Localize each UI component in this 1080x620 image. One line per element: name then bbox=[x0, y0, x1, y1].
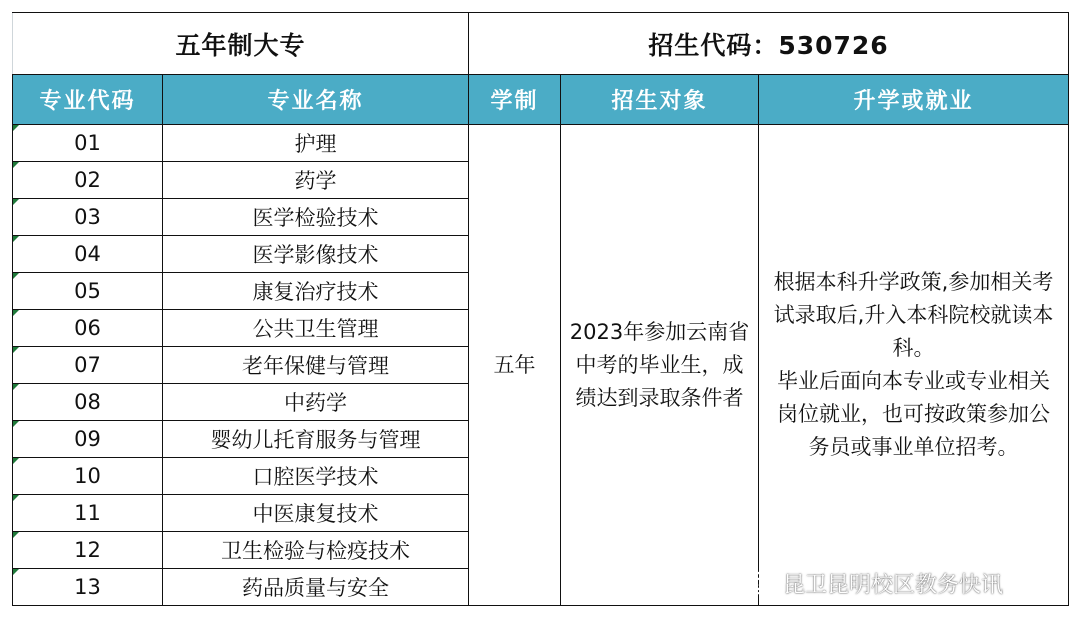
cell-comment-flag bbox=[13, 162, 19, 168]
outlook-paragraph: 毕业后面向本专业或专业相关岗位就业，也可按政策参加公务员或事业单位招考。 bbox=[777, 369, 1051, 459]
program-type-title: 五年制大专 bbox=[13, 13, 469, 75]
major-code-cell bbox=[13, 125, 163, 162]
cell-comment-flag bbox=[13, 347, 19, 353]
major-code: 10 bbox=[74, 464, 101, 488]
major-code-cell bbox=[13, 162, 163, 199]
major-code: 12 bbox=[74, 538, 101, 562]
cell-comment-flag bbox=[13, 310, 19, 316]
major-code-cell bbox=[13, 199, 163, 236]
cell-comment-flag bbox=[13, 421, 19, 427]
title-row bbox=[13, 13, 1069, 75]
cell-comment-flag bbox=[13, 236, 19, 242]
major-name: 中医康复技术 bbox=[163, 495, 469, 532]
major-name: 康复治疗技术 bbox=[163, 273, 469, 310]
enrollment-code-title: 招生代码：530726 bbox=[469, 13, 1069, 75]
major-code: 06 bbox=[74, 316, 101, 340]
cell-comment-flag bbox=[13, 273, 19, 279]
major-name: 公共卫生管理 bbox=[163, 310, 469, 347]
major-code: 11 bbox=[74, 501, 101, 525]
cell-comment-flag bbox=[13, 458, 19, 464]
header-target: 招生对象 bbox=[561, 75, 759, 125]
table-row bbox=[13, 125, 1069, 162]
major-code: 02 bbox=[74, 168, 101, 192]
target-cell bbox=[561, 125, 759, 606]
major-name: 医学影像技术 bbox=[163, 236, 469, 273]
header-outlook: 升学或就业 bbox=[759, 75, 1069, 125]
wechat-icon bbox=[737, 569, 777, 597]
major-name: 药学 bbox=[163, 162, 469, 199]
major-code-cell bbox=[13, 421, 163, 458]
major-name: 口腔医学技术 bbox=[163, 458, 469, 495]
major-code: 07 bbox=[74, 353, 101, 377]
cell-comment-flag bbox=[13, 384, 19, 390]
major-name: 药品质量与安全 bbox=[163, 569, 469, 606]
outlook-paragraph: 根据本科升学政策,参加相关考试录取后,升入本科院校就读本科。 bbox=[773, 270, 1054, 360]
enrollment-table bbox=[12, 12, 1069, 606]
watermark bbox=[737, 565, 1003, 601]
major-code: 09 bbox=[74, 427, 101, 451]
major-name: 老年保健与管理 bbox=[163, 347, 469, 384]
major-code: 08 bbox=[74, 390, 101, 414]
major-code-cell bbox=[13, 347, 163, 384]
major-code-cell bbox=[13, 310, 163, 347]
major-name: 婴幼儿托育服务与管理 bbox=[163, 421, 469, 458]
cell-comment-flag bbox=[13, 199, 19, 205]
header-name: 专业名称 bbox=[163, 75, 469, 125]
major-name: 医学检验技术 bbox=[163, 199, 469, 236]
header-row bbox=[13, 75, 1069, 125]
cell-comment-flag bbox=[13, 495, 19, 501]
header-duration: 学制 bbox=[469, 75, 561, 125]
major-name: 中药学 bbox=[163, 384, 469, 421]
target-text: 2023年参加云南省中考的毕业生，成绩达到录取条件者 bbox=[569, 319, 750, 410]
major-code-cell bbox=[13, 384, 163, 421]
major-code: 13 bbox=[74, 575, 101, 599]
cell-comment-flag bbox=[13, 569, 19, 575]
major-code-cell bbox=[13, 273, 163, 310]
watermark-text: 昆卫昆明校区教务快讯 bbox=[783, 572, 1004, 598]
major-code: 01 bbox=[74, 131, 101, 155]
duration-value: 五年 bbox=[469, 125, 561, 606]
major-code-cell bbox=[13, 495, 163, 532]
major-code: 03 bbox=[74, 205, 101, 229]
enrollment-table-sheet bbox=[12, 12, 1068, 608]
major-name: 卫生检验与检疫技术 bbox=[163, 532, 469, 569]
major-code-cell bbox=[13, 236, 163, 273]
major-code-cell bbox=[13, 569, 163, 606]
header-code: 专业代码 bbox=[13, 75, 163, 125]
major-code-cell bbox=[13, 532, 163, 569]
major-code: 04 bbox=[74, 242, 101, 266]
major-name: 护理 bbox=[163, 125, 469, 162]
cell-comment-flag bbox=[13, 125, 19, 131]
cell-comment-flag bbox=[13, 532, 19, 538]
major-code: 05 bbox=[74, 279, 101, 303]
outlook-cell bbox=[759, 125, 1069, 606]
major-code-cell bbox=[13, 458, 163, 495]
